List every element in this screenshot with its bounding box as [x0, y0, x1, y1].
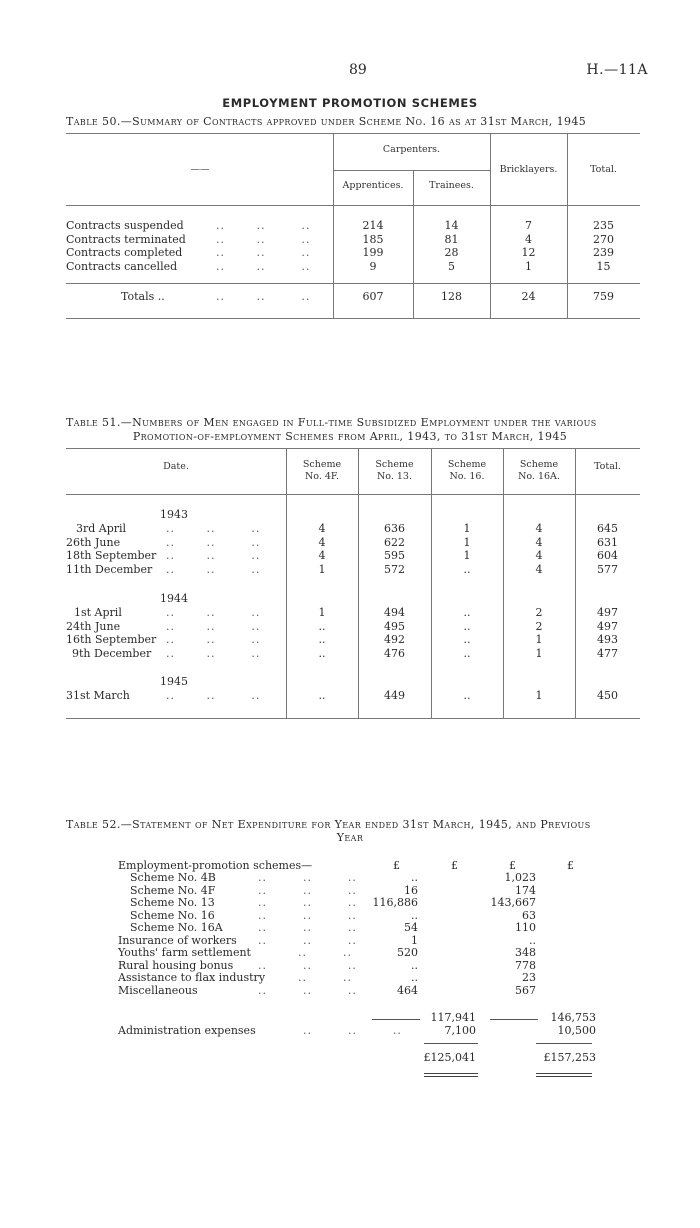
table52-total [118, 1052, 596, 1065]
table51-vrule [431, 448, 432, 718]
table51-vrule [286, 448, 287, 718]
page-title: EMPLOYMENT PROMOTION SCHEMES [222, 96, 478, 110]
table-cell: 15 [596, 259, 611, 273]
table52-currency: £ [509, 859, 516, 872]
table51-col-header: Date. [163, 461, 189, 472]
table-cell: 1 [463, 549, 471, 562]
table-cell: 492 [384, 633, 405, 646]
table51-col-header: Scheme No. 4F. [302, 459, 342, 482]
table50-top-rule [66, 133, 640, 134]
table50-caption: Table 50.—Summary of Contracts approved under Scheme No. 16 as at 31st March, 1945 [66, 115, 587, 128]
table-cell: 235 [593, 219, 614, 232]
table51-group-1943 [66, 522, 640, 576]
table52-total-rule [536, 1043, 592, 1044]
table-cell: 495 [384, 619, 405, 633]
table-cell: 143,667 [490, 896, 536, 909]
table-cell: 117,941 [430, 1011, 476, 1024]
table51-date: 18th September .. .. .. [66, 549, 261, 562]
table-cell: 1 [463, 535, 471, 549]
table-cell: 572 [384, 562, 405, 576]
table52-label: Insurance of workers .. .. .. [118, 933, 357, 947]
table-cell: 4 [318, 535, 326, 549]
table51-date: 11th December .. .. .. [66, 562, 261, 576]
table-cell [418, 897, 476, 910]
table51-col-header: Total. [594, 461, 621, 472]
table52-label: Scheme No. 4F .. .. .. [130, 883, 357, 897]
table52-caption: Table 52.—Statement of Net Expenditure for Year ended 31st March, 1945, and Previous [66, 818, 591, 831]
table-cell: .. [318, 619, 326, 633]
table-cell: 23 [522, 971, 536, 984]
table51-date: 24th June .. .. .. [66, 619, 261, 633]
table-cell: 778 [515, 958, 536, 972]
table-cell: .. [463, 562, 471, 576]
table-cell: 7,100 [444, 1023, 476, 1037]
table-row [118, 1052, 596, 1065]
table52-summary [118, 1012, 596, 1037]
table-cell: 493 [597, 633, 618, 646]
table52-currency: £ [567, 859, 574, 872]
table-cell: 450 [597, 689, 618, 702]
table-cell: 14 [444, 219, 459, 232]
table-cell: 16 [404, 883, 418, 897]
table50-col-header: Trainees. [429, 180, 474, 191]
table-cell: 464 [397, 983, 418, 997]
table51-group-1945 [66, 689, 640, 703]
table52-section-heading: Employment-promotion schemes— [118, 859, 313, 872]
table-cell: 1 [525, 259, 532, 273]
table-cell [536, 885, 596, 898]
table-cell: 239 [593, 246, 614, 259]
table-cell [476, 1052, 536, 1065]
table-cell: 270 [593, 232, 614, 246]
table-cell: 1,023 [504, 871, 536, 884]
table-cell [536, 972, 596, 985]
table52-double-rule [536, 1076, 592, 1077]
table-row [66, 522, 640, 536]
table-cell: 63 [522, 908, 536, 922]
table50-row-label: Contracts cancelled .. .. .. [66, 259, 311, 273]
table-cell: .. [411, 971, 418, 984]
table50-col-header: Bricklayers. [499, 164, 558, 175]
table-cell: .. [411, 958, 418, 972]
table-row [66, 246, 640, 260]
table-row [66, 689, 640, 703]
table50-row-label: Contracts suspended .. .. .. [66, 219, 311, 232]
table-cell: 185 [362, 232, 384, 246]
table-cell: 476 [384, 646, 405, 660]
table-cell [536, 897, 596, 910]
table51-date: 26th June .. .. .. [66, 535, 261, 549]
table-cell: .. [318, 646, 326, 660]
table50-col-header: Total. [590, 164, 617, 175]
table52-label: Scheme No. 16A .. .. .. [130, 921, 357, 934]
table-row [66, 633, 640, 647]
table-cell: 1 [535, 633, 543, 646]
table51-year: 1945 [160, 675, 188, 688]
table-cell: 622 [384, 535, 405, 549]
table-cell: 199 [362, 246, 384, 259]
table-cell: 4 [535, 562, 543, 576]
table-cell: 4 [535, 549, 543, 562]
table51-date: 31st March .. .. .. [66, 689, 261, 702]
table-cell: 174 [515, 883, 536, 897]
table51-date: 3rd April .. .. .. [76, 522, 261, 535]
table-cell: 645 [597, 522, 618, 535]
table-cell: .. [463, 606, 471, 619]
table-cell: 9 [369, 259, 377, 273]
table50-body [66, 219, 640, 273]
table51-vrule [358, 448, 359, 718]
table-cell: 10,500 [557, 1023, 596, 1037]
table-row [66, 647, 640, 661]
table51-top-rule [66, 448, 640, 449]
table-cell: 759 [593, 290, 614, 303]
table-row [66, 563, 640, 577]
table-cell [536, 960, 596, 973]
table52-double-rule [424, 1076, 478, 1077]
table-cell [418, 985, 476, 998]
table-cell [536, 947, 596, 960]
table-cell [536, 985, 596, 998]
table51-vrule [503, 448, 504, 718]
table-cell [418, 872, 476, 885]
table-cell [536, 935, 596, 948]
table50-col-header: Apprentices. [342, 180, 404, 191]
table-row [66, 233, 640, 247]
table-row [66, 260, 640, 274]
table51-year: 1944 [160, 592, 188, 605]
table51-date: 1st April .. .. .. [74, 606, 261, 619]
table50-bottom-rule [66, 318, 640, 319]
table-cell: 636 [384, 522, 405, 535]
table52-total-rule [424, 1043, 478, 1044]
table-cell: 116,886 [372, 896, 418, 909]
document-code: H.—11A [586, 62, 648, 78]
table51-vrule [575, 448, 576, 718]
table52-label: Scheme No. 16 .. .. .. [130, 908, 357, 922]
table51-col-header: Scheme No. 16A. [518, 459, 560, 482]
table-cell: .. [529, 933, 536, 947]
table50-totals [66, 290, 640, 304]
table51-group-1944 [66, 606, 640, 660]
table50-header-rule [66, 205, 640, 206]
table-cell: 449 [384, 689, 405, 702]
table51-year: 1943 [160, 508, 188, 521]
table-row [66, 620, 640, 634]
table52-double-rule [536, 1073, 592, 1074]
table-cell: .. [411, 908, 418, 922]
table-row [118, 985, 596, 998]
table-cell: 477 [597, 646, 618, 660]
table-cell [476, 1012, 536, 1025]
table-cell [418, 935, 476, 948]
table-cell: 5 [448, 259, 455, 273]
table-cell: 497 [597, 619, 618, 633]
table50-row-label: Contracts completed .. .. .. [66, 246, 311, 259]
table-cell [418, 972, 476, 985]
table-cell [536, 910, 596, 923]
table-cell [418, 960, 476, 973]
table-cell: .. [463, 633, 471, 646]
table-cell: 128 [441, 290, 462, 303]
table-cell: 4 [318, 549, 326, 562]
table-cell: 214 [362, 219, 384, 232]
page-number: 89 [349, 62, 367, 78]
table-cell: 54 [404, 921, 418, 934]
table52-currency: £ [393, 859, 400, 872]
table-cell: 2 [535, 619, 543, 633]
table-cell: 607 [362, 290, 384, 303]
table50-totals-rule [66, 283, 640, 284]
table52-body [118, 872, 596, 997]
table52-label: Administration expenses .. .. .. [118, 1023, 402, 1037]
table-cell: 497 [597, 606, 618, 619]
table-cell: £157,253 [543, 1051, 596, 1064]
table52-label: Assistance to flax industry .. .. [118, 971, 352, 984]
table52-currency: £ [451, 859, 458, 872]
table-cell: 28 [444, 246, 459, 259]
table-cell [536, 872, 596, 885]
table-cell: 4 [535, 522, 543, 535]
table-cell: 12 [521, 246, 536, 259]
table-cell: 4 [535, 535, 543, 549]
table-cell: 1 [535, 646, 543, 660]
table51-col-header: Scheme No. 16. [447, 459, 487, 482]
table-cell: 1 [318, 606, 326, 619]
table-cell: 2 [535, 606, 543, 619]
table-cell: 348 [515, 946, 536, 959]
table52-double-rule [424, 1073, 478, 1074]
table51-caption: Table 51.—Numbers of Men engaged in Full-time Subsidized Employment under the various [66, 416, 597, 429]
table52-label: Youths' farm settlement .. .. [118, 946, 352, 959]
table-cell [476, 1025, 536, 1038]
table50-row-label: Contracts terminated .. .. .. [66, 232, 311, 246]
table51-header-rule [66, 494, 640, 495]
table50-dash: —— [190, 164, 210, 175]
table-cell: 24 [521, 290, 536, 303]
table-cell: 604 [597, 549, 618, 562]
table-cell [418, 947, 476, 960]
table-cell: .. [463, 646, 471, 660]
table52-label: Scheme No. 4B .. .. .. [130, 871, 357, 884]
table-row [66, 219, 640, 233]
table50-group-rule [333, 170, 490, 171]
table-cell [358, 1012, 418, 1025]
table-cell: 577 [597, 562, 618, 576]
table52-label: Miscellaneous .. .. .. [118, 983, 357, 997]
table-row [66, 549, 640, 563]
table52-label: Rural housing bonus .. .. .. [118, 958, 357, 972]
table-cell: 110 [515, 921, 536, 934]
table-row [118, 1025, 596, 1038]
table-cell: .. [318, 689, 326, 702]
table-cell: 81 [444, 232, 459, 246]
table-cell: 1 [535, 689, 543, 702]
table-cell: 1 [318, 562, 326, 576]
table-cell: £125,041 [423, 1051, 476, 1064]
table-cell [536, 922, 596, 935]
table-cell: .. [318, 633, 326, 646]
table-row [66, 606, 640, 620]
table-row [66, 290, 640, 304]
table-cell [418, 885, 476, 898]
table51-date: 9th December .. .. .. [72, 646, 261, 660]
table-cell [418, 910, 476, 923]
table52-label: Scheme No. 13 .. .. .. [130, 896, 357, 909]
table-cell: 631 [597, 535, 618, 549]
table-cell: .. [411, 871, 418, 884]
table-cell: 4 [525, 232, 532, 246]
table-cell: 520 [397, 946, 418, 959]
table-cell: 1 [411, 933, 418, 947]
table-cell: 146,753 [550, 1011, 596, 1024]
table-cell: 595 [384, 549, 405, 562]
table-cell: .. [463, 619, 471, 633]
table-row [66, 536, 640, 550]
table50-group-header: Carpenters. [382, 144, 441, 155]
table52-label [118, 1052, 358, 1065]
table-cell: .. [463, 689, 471, 702]
table-cell: 4 [318, 522, 326, 535]
table51-bottom-rule [66, 718, 640, 719]
table51-caption-line2: Promotion-of-employment Schemes from April, 1943, to 31st March, 1945 [132, 430, 568, 443]
table-cell [418, 922, 476, 935]
table50-totals-label: Totals .. .. .. .. [121, 290, 311, 303]
table-cell [358, 1052, 418, 1065]
table51-date: 16th September .. .. .. [66, 633, 261, 646]
table52-caption-line2: Year [336, 831, 364, 844]
table-cell: 494 [384, 606, 405, 619]
table-cell: 7 [525, 219, 532, 232]
table-cell: 567 [515, 983, 536, 997]
table-cell: 1 [463, 522, 471, 535]
table51-col-header: Scheme No. 13. [375, 459, 414, 482]
